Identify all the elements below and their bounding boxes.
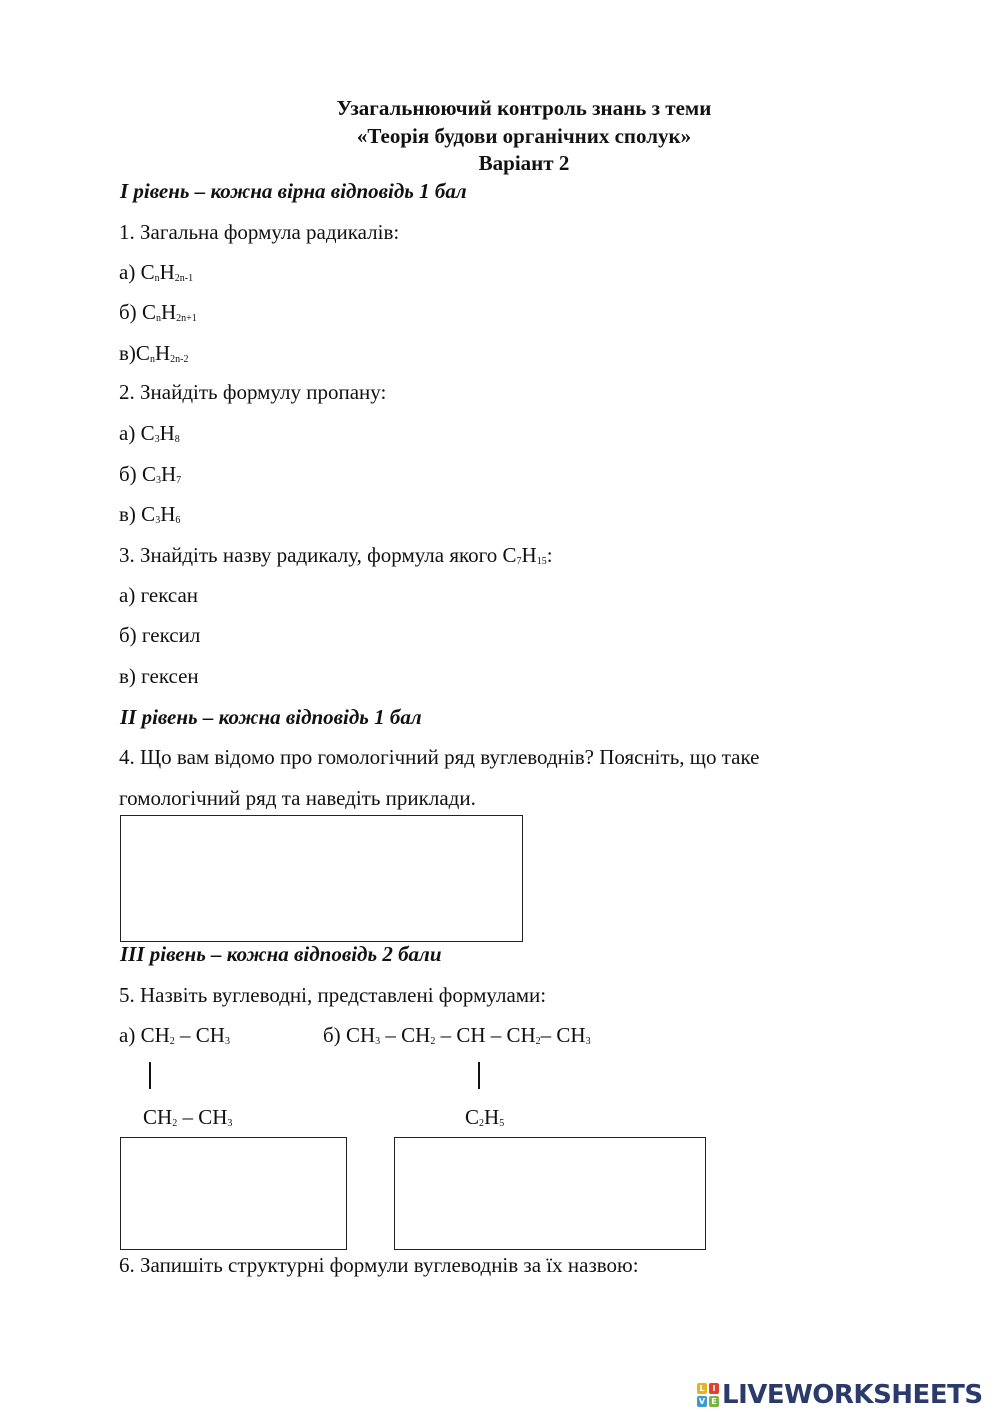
q1-option-b[interactable]: б) $C_nH_{2n+1}$ [119, 300, 197, 324]
variant-label: Варіант 2 [478, 151, 570, 175]
q2-option-b[interactable]: б) $C_3H_7$ [119, 462, 182, 486]
title-line-1: Узагальнюючий контроль знань з теми [336, 96, 712, 120]
q3-option-b[interactable]: б) гексил [119, 623, 201, 647]
question-4-line-1: 4. Що вам відомо про гомологічний ряд вуглеводнів? Поясніть, що таке [119, 745, 760, 769]
q2-option-c[interactable]: в) $C_3H_6$ [119, 502, 181, 526]
logo-mark-l: L [697, 1383, 707, 1394]
question-2: 2. Знайдіть формулу пропану: [119, 380, 387, 404]
q3-option-a[interactable]: а) гексан [119, 583, 199, 607]
level-2-heading: ІІ рівень – кожна відповідь 1 бал [120, 705, 422, 729]
question-6: 6. Запишіть структурні формули вуглеводнів за їх назвою: [119, 1253, 639, 1277]
logo-mark-e: E [709, 1396, 719, 1407]
bond-line-b [478, 1062, 480, 1089]
answer-box-q4[interactable] [120, 815, 523, 942]
q1-option-a[interactable]: а) $C_nH_{2n-1}$ [119, 260, 194, 284]
answer-box-q5a[interactable] [120, 1137, 347, 1250]
q2-option-a[interactable]: а) $C_3H_8$ [119, 421, 180, 445]
formula-b-top: б) $CH_3 - CH_2$ – CH – $CH_2-$ $CH_3$ [323, 1023, 591, 1047]
title-line-2: «Теорія будови органічних сполук» [356, 124, 692, 148]
level-3-heading: ІІІ рівень – кожна відповідь 2 бали [120, 942, 442, 966]
level-1-heading: І рівень – кожна вірна відповідь 1 бал [120, 179, 467, 203]
formula-b-bottom: $C_2H_5$ [465, 1105, 505, 1129]
question-1: 1. Загальна формула радикалів: [119, 220, 400, 244]
logo-mark-v: V [698, 1397, 706, 1406]
liveworksheets-logo-icon [697, 1383, 719, 1407]
q3-option-c[interactable]: в) гексен [119, 664, 199, 688]
answer-box-q5b[interactable] [394, 1137, 706, 1250]
formula-a-bottom: $CH_2 - CH_3$ [143, 1105, 233, 1129]
logo-mark-i: I [709, 1383, 719, 1394]
question-5: 5. Назвіть вуглеводні, представлені формулами: [119, 983, 547, 1007]
liveworksheets-logo [697, 1378, 983, 1412]
q1-option-c[interactable]: $в)C_nH_{2n-2}$ [119, 341, 189, 365]
question-4-line-2: гомологічний ряд та наведіть приклади. [119, 786, 476, 810]
liveworksheets-logo-text: LIVEWORKSHEETS [722, 1380, 983, 1410]
formula-a-top: а) $CH_2 - CH_3$ [119, 1023, 230, 1047]
question-3: 3. Знайдіть назву радикалу, формула якого $C_7H_{15}$: [119, 543, 553, 567]
bond-line-a [149, 1062, 151, 1089]
